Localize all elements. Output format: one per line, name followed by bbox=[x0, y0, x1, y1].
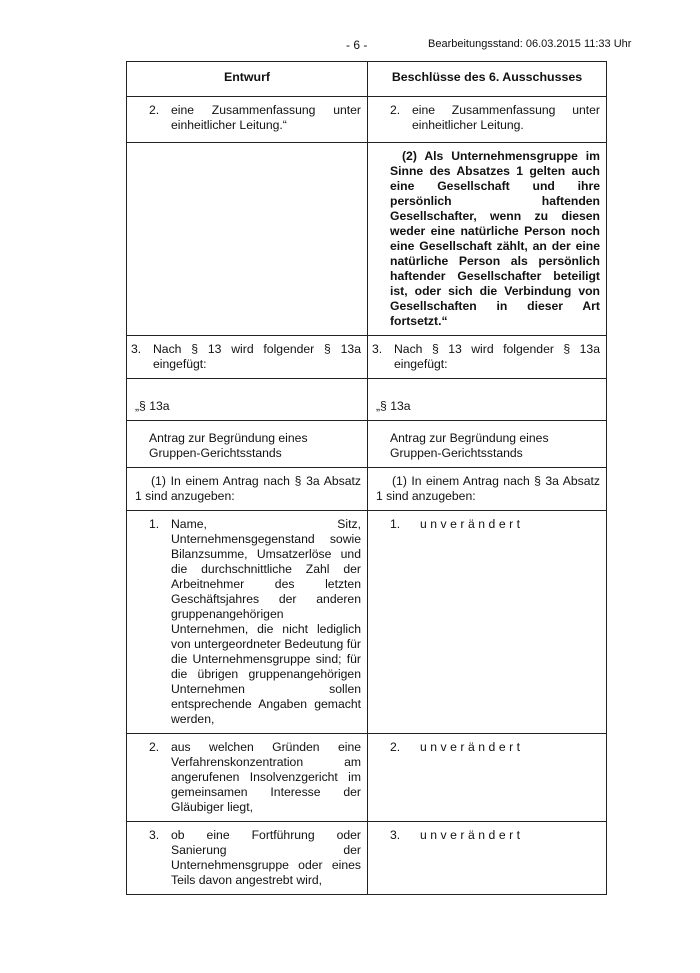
item-text: unverändert bbox=[420, 828, 524, 842]
left-cell bbox=[127, 468, 368, 511]
section-heading: Antrag zur Begründung eines Gruppen-Gerichtsstands bbox=[390, 431, 549, 460]
item-number: 2. bbox=[390, 740, 401, 754]
synopsis-table bbox=[126, 61, 607, 895]
section-label: „§ 13a bbox=[376, 399, 411, 413]
left-cell bbox=[127, 379, 368, 421]
item-text: eine Zusammenfassung unter einheitlicher Leitung. bbox=[412, 103, 600, 132]
right-cell bbox=[368, 143, 607, 336]
column-header-beschluesse: Beschlüsse des 6. Ausschusses bbox=[368, 62, 607, 97]
column-header-entwurf: Entwurf bbox=[127, 62, 368, 97]
item-number: 3. bbox=[131, 342, 142, 356]
item-text: ob eine Fortführung oder Sanierung der Unternehmensgruppe oder eines Teils davon angestrebt wird, bbox=[171, 828, 361, 887]
right-cell bbox=[368, 379, 607, 421]
paragraph-text: (1) In einem Antrag nach § 3a Absatz 1 sind anzugeben: bbox=[135, 474, 361, 503]
paragraph-unternehmensgruppe: (2) Als Unternehmensgruppe im Sinne des Absatzes 1 gelten auch eine Gesellschaft und ihre persönlich haftenden Gesellschafter, wenn zu diesen weder eine natürliche Person noch eine Gesellschaft zählt, an der eine natürliche Person als persönlich haftender Gesellschafter beteiligt ist, oder sich die Verbindung von Gesellschaften in dieser Art fortsetzt.“ bbox=[390, 149, 600, 328]
section-label: „§ 13a bbox=[135, 399, 170, 413]
left-cell bbox=[127, 97, 368, 143]
item-number: 3. bbox=[149, 828, 160, 842]
item-number: 1. bbox=[149, 517, 160, 531]
table-row bbox=[127, 468, 607, 511]
section-heading: Antrag zur Begründung eines Gruppen-Gerichtsstands bbox=[149, 431, 308, 460]
table-row bbox=[127, 734, 607, 822]
paragraph-text: (1) In einem Antrag nach § 3a Absatz 1 sind anzugeben: bbox=[376, 474, 600, 503]
page-number: - 6 - bbox=[346, 38, 368, 52]
left-cell-empty bbox=[127, 143, 368, 336]
item-text: Name, Sitz, Unternehmensgegenstand sowie Bilanzsumme, Umsatzerlöse und die durchschnittliche Zahl der Arbeitnehmer des letzten Geschäftsjahres der anderen gruppenangehörigen Unternehmen, die nicht lediglich von untergeordneter Bedeutung für die Unternehmensgruppe sind; für die übrigen gruppenangehörigen Unternehmen sollen entsprechende Angaben gemacht werden, bbox=[171, 517, 361, 726]
table-row bbox=[127, 97, 607, 143]
item-number: 2. bbox=[390, 103, 401, 117]
table-row bbox=[127, 822, 607, 895]
left-cell bbox=[127, 822, 368, 895]
table-row bbox=[127, 143, 607, 336]
right-cell bbox=[368, 421, 607, 468]
item-text: unverändert bbox=[420, 517, 524, 531]
left-cell bbox=[127, 511, 368, 734]
right-cell bbox=[368, 97, 607, 143]
right-cell bbox=[368, 336, 607, 379]
table-header-row bbox=[127, 62, 607, 97]
item-number: 2. bbox=[149, 740, 160, 754]
item-text: eine Zusammenfassung unter einheitlicher Leitung.“ bbox=[171, 103, 361, 132]
item-text: Nach § 13 wird folgender § 13a eingefügt: bbox=[153, 342, 361, 371]
item-number: 2. bbox=[149, 103, 160, 117]
item-number: 3. bbox=[390, 828, 401, 842]
left-cell bbox=[127, 734, 368, 822]
item-number: 1. bbox=[390, 517, 401, 531]
item-number: 3. bbox=[372, 342, 383, 356]
item-text: Nach § 13 wird folgender § 13a eingefügt: bbox=[394, 342, 600, 371]
right-cell bbox=[368, 822, 607, 895]
editing-status: Bearbeitungsstand: 06.03.2015 11:33 Uhr bbox=[428, 38, 632, 50]
table-row bbox=[127, 336, 607, 379]
table-row bbox=[127, 421, 607, 468]
right-cell bbox=[368, 511, 607, 734]
right-cell bbox=[368, 734, 607, 822]
left-cell bbox=[127, 336, 368, 379]
item-text: aus welchen Gründen eine Verfahrenskonzentration am angerufenen Insolvenzgericht im gemeinsamen Interesse der Gläubiger liegt, bbox=[171, 740, 361, 814]
right-cell bbox=[368, 468, 607, 511]
table-row bbox=[127, 379, 607, 421]
left-cell bbox=[127, 421, 368, 468]
item-text: unverändert bbox=[420, 740, 524, 754]
table-row bbox=[127, 511, 607, 734]
